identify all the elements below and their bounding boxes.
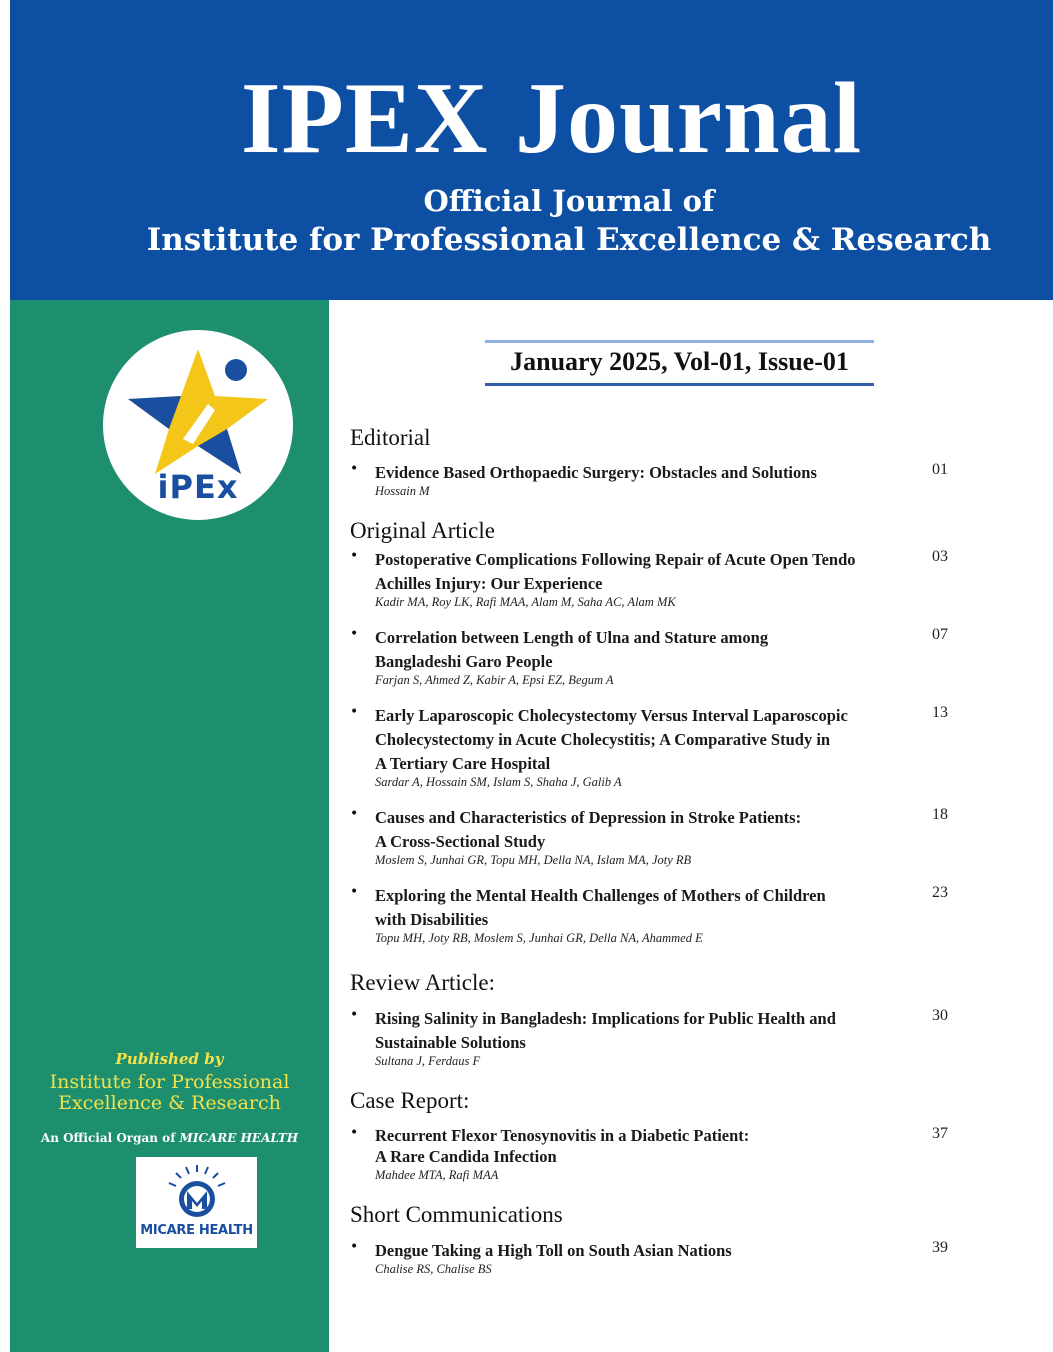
article-authors: Sultana J, Ferdaus F (375, 1054, 481, 1068)
ipex-logo (103, 330, 293, 520)
bullet-icon: • (350, 884, 359, 900)
article-page: 18 (932, 806, 948, 823)
star-icon (123, 344, 273, 474)
journal-subtitle-line1: Official Journal of (423, 184, 715, 218)
article-title[interactable]: Causes and Characteristics of Depression in Stroke Patients: A Cross-Sectional Study (375, 808, 802, 851)
article-title[interactable]: Evidence Based Orthopaedic Surgery: Obstacles and Solutions (375, 463, 817, 482)
article-title[interactable]: Postoperative Complications Following Repair of Acute Open Tendo Achilles Injury: Our Experience (375, 550, 856, 593)
issue-label: January 2025, Vol-01, Issue-01 (510, 347, 849, 376)
micare-sunburst-icon (166, 1163, 228, 1221)
bullet-icon: • (350, 704, 359, 720)
section-heading-editorial: Editorial (350, 425, 431, 450)
journal-title: IPEX Journal (240, 62, 863, 175)
issue-banner (485, 340, 874, 386)
organ-name: MICARE HEALTH (179, 1131, 299, 1145)
publisher-name-line2: Excellence & Research (58, 1092, 281, 1114)
article-authors: Hossain M (375, 484, 430, 498)
bullet-icon: • (350, 1239, 359, 1255)
article-page: 39 (932, 1239, 948, 1256)
bullet-icon: • (350, 1125, 359, 1141)
journal-subtitle-line2: Institute for Professional Excellence & Research (146, 222, 992, 258)
article-title[interactable]: Exploring the Mental Health Challenges of Mothers of Children with Disabilities (375, 886, 826, 929)
bullet-icon: • (350, 1007, 359, 1023)
article-page: 13 (932, 704, 948, 721)
article-page: 23 (932, 884, 948, 901)
organ-prefix: An Official Organ of (40, 1131, 180, 1145)
article-page: 01 (932, 461, 948, 478)
article-title[interactable]: Dengue Taking a High Toll on South Asian Nations (375, 1241, 732, 1260)
article-authors: Mahdee MTA, Rafi MAA (375, 1168, 499, 1182)
publisher-name (10, 1072, 382, 1114)
article-title[interactable]: Early Laparoscopic Cholecystectomy Versus Interval Laparoscopic Cholecystectomy in Acute Cholecystitis; A Comparative Study in A Tertiary Care Hospital (375, 706, 848, 773)
section-heading-review-article: Review Article: (350, 970, 495, 995)
bullet-icon: • (350, 548, 359, 564)
article-page: 07 (932, 626, 948, 643)
bullet-icon: • (350, 461, 359, 477)
micare-logo (136, 1157, 257, 1248)
article-authors: Moslem S, Junhai GR, Topu MH, Della NA, Islam MA, Joty RB (375, 853, 692, 867)
micare-logo-text: MICARE HEALTH (140, 1223, 253, 1238)
section-heading-original-article: Original Article (350, 518, 495, 543)
published-by-label: Published by (115, 1050, 224, 1068)
article-authors: Sardar A, Hossain SM, Islam S, Shaha J, Galib A (375, 775, 622, 789)
publisher-name-line1: Institute for Professional (49, 1071, 290, 1093)
official-organ-line (10, 1131, 382, 1145)
bullet-icon: • (350, 806, 359, 822)
article-title[interactable]: Rising Salinity in Bangladesh: Implications for Public Health and Sustainable Solutions (375, 1009, 836, 1052)
article-page: 37 (932, 1125, 948, 1142)
sidebar (10, 300, 329, 1352)
article-page: 03 (932, 548, 948, 565)
article-authors: Topu MH, Joty RB, Moslem S, Junhai GR, Della NA, Ahammed E (375, 931, 703, 945)
journal-header (10, 0, 1053, 300)
article-page: 30 (932, 1007, 948, 1024)
section-heading-short-communications: Short Communications (350, 1202, 563, 1227)
article-authors: Chalise RS, Chalise BS (375, 1262, 492, 1276)
article-title[interactable]: Correlation between Length of Ulna and Stature among Bangladeshi Garo People (375, 628, 769, 671)
ipex-logo-text: iPEx (157, 468, 239, 506)
section-heading-case-report: Case Report: (350, 1088, 470, 1113)
article-authors: Farjan S, Ahmed Z, Kabir A, Epsi EZ, Begum A (375, 673, 614, 687)
bullet-icon: • (350, 626, 359, 642)
article-authors: Kadir MA, Roy LK, Rafi MAA, Alam M, Saha AC, Alam MK (375, 595, 676, 609)
left-margin (0, 0, 10, 1352)
article-title[interactable]: Recurrent Flexor Tenosynovitis in a Diabetic Patient: A Rare Candida Infection (375, 1126, 750, 1166)
